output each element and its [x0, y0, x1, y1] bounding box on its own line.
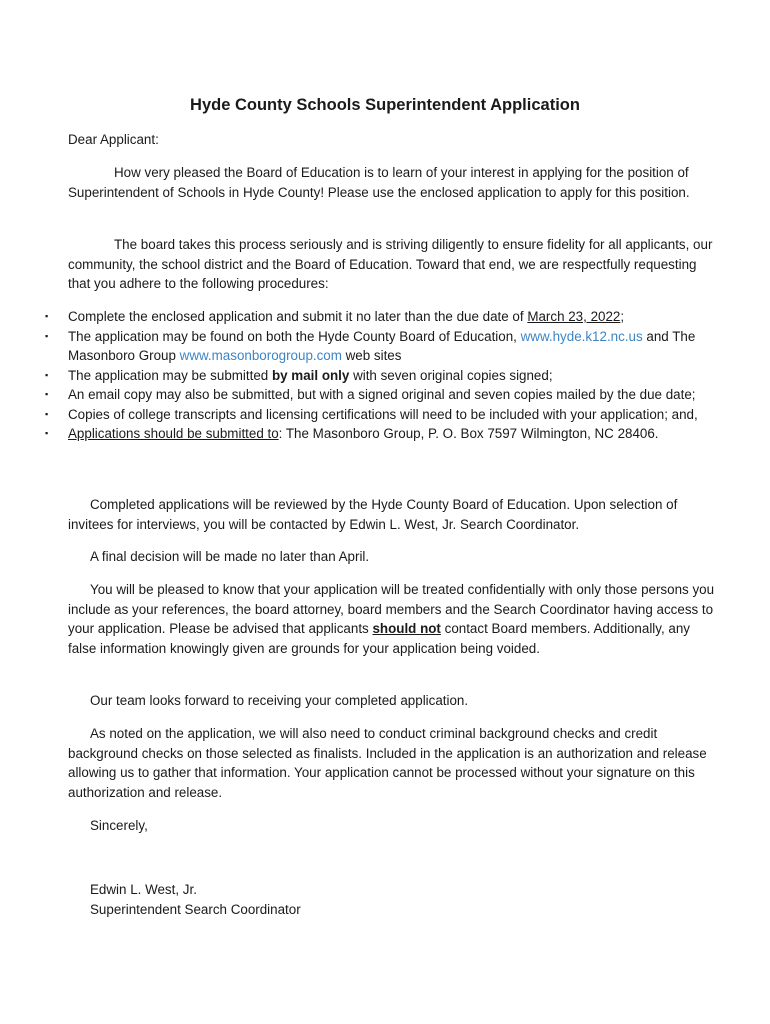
list-item-text: Complete the enclosed application and submit it no later than the due date of [68, 309, 528, 324]
closing: Sincerely, [90, 818, 148, 833]
bullet-marker: ▪ [45, 330, 49, 341]
submission-label: Applications should be submitted to [68, 426, 279, 441]
list-item [45, 307, 718, 327]
signer-name: Edwin L. West, Jr. [90, 882, 197, 897]
paragraph-intro: How very pleased the Board of Education is to learn of your interest in applying for the position of Superintendent of Schools in Hyde County! Please use the enclosed application to apply for this position. [68, 165, 690, 200]
bullet-marker: ▪ [45, 311, 49, 321]
paragraph-decision: A final decision will be made no later than April. [90, 549, 370, 564]
list-item [45, 327, 718, 366]
bullet-marker: ▪ [45, 389, 49, 399]
salutation: Dear Applicant: [68, 132, 159, 147]
list-item-text: The application may be submitted [68, 367, 272, 383]
hyde-link[interactable]: www.hyde.k12.nc.us [520, 328, 643, 344]
paragraph-background-checks: As noted on the application, we will also need to conduct criminal background checks and credit background checks on those selected as finalists. Included in the application is an authorization and release allowing us to gather that information. Your application cannot be processed without your signature on this authorization and release. [68, 726, 707, 800]
list-item-text: ; [620, 309, 625, 324]
list-item-text: The application may be found on both the Hyde County Board of Education, [68, 328, 521, 344]
list-item-text: web sites [341, 348, 402, 363]
paragraph-review: Completed applications will be reviewed by the Hyde County Board of Education. Upon selection of invitees for interviews, you will be contacted by Edwin L. West, Jr. Search Coordinator. [68, 497, 678, 532]
list-item [45, 385, 718, 405]
list-item-text: with seven original copies signed; [349, 367, 553, 383]
list-item-text: : The Masonboro Group, P. O. Box 7597 Wilmington, NC 28406. [278, 426, 659, 441]
due-date: March 23, 2022 [527, 309, 621, 324]
page-title: Hyde County Schools Superintendent Application [190, 96, 580, 114]
list-item [45, 366, 718, 386]
bullet-marker: ▪ [45, 428, 49, 438]
list-item [45, 405, 718, 425]
paragraph-process: The board takes this process seriously and is striving diligently to ensure fidelity for all applicants, our community, the school district and the Board of Education. Toward that end, we are respectfully requesting that you adhere to the following procedures: [68, 237, 713, 291]
masonboro-link[interactable]: www.masonborogroup.com [179, 348, 342, 363]
bullet-marker: ▪ [45, 408, 49, 419]
procedures-list [45, 307, 718, 444]
should-not-emphasis: should not [372, 621, 441, 636]
paragraph-text: contact Board members. Additionally, any false information knowingly given are grounds for your application being voided. [68, 621, 690, 656]
paragraph-text: You will be pleased to know that your application will be treated confidentially with only those persons you include as your references, the board attorney, board members and the Search Coordinator having access to your application. Please be advised that applicants [68, 582, 715, 636]
list-item-text: and The Masonboro Group [68, 328, 696, 363]
bullet-marker: ▪ [45, 369, 49, 380]
paragraph-confidentiality [68, 580, 718, 658]
list-item-text: An email copy may also be submitted, but with a signed original and seven copies mailed by the due date; [68, 387, 696, 402]
signer-title: Superintendent Search Coordinator [90, 902, 301, 917]
list-item [45, 424, 718, 444]
mail-only-emphasis: by mail only [271, 367, 350, 383]
paragraph-team: Our team looks forward to receiving your completed application. [90, 693, 469, 708]
list-item-text: Copies of college transcripts and licensing certifications will need to be included with your application; and, [68, 406, 698, 422]
